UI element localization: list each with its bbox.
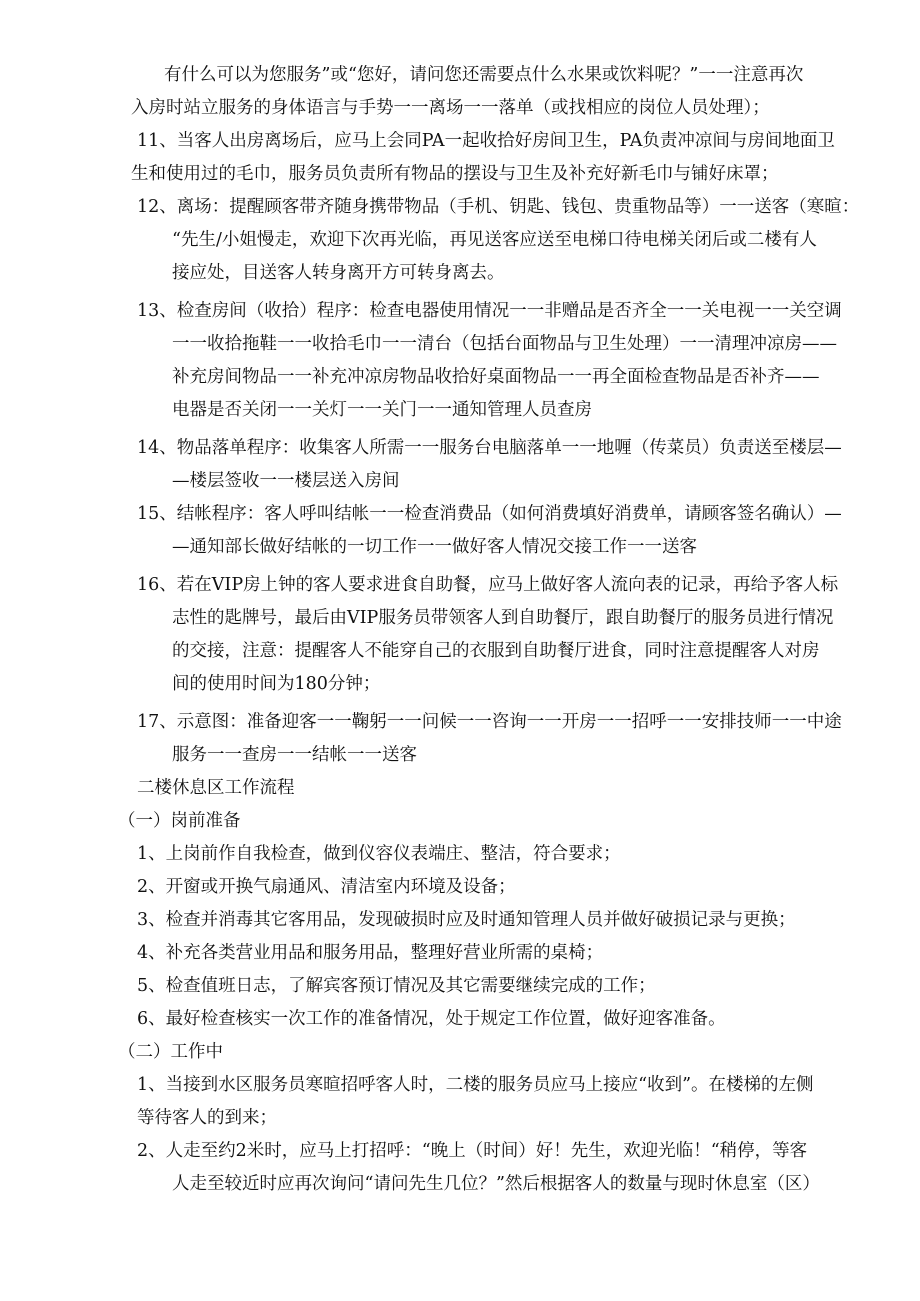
text-line: 13、检查房间（收拾）程序：检查电器使用情况一一非赠品是否齐全一一关电视一一关空调 (137, 301, 842, 321)
list-item: 5、检查值班日志，了解宾客预订情况及其它需要继续完成的工作； (137, 976, 656, 996)
text-line: 11、当客人出房离场后，应马上会同PA一起收拾好房间卫生，PA负责冲凉间与房间地面卫 (137, 131, 835, 151)
text-line: “先生/小姐慢走，欢迎下次再光临，再见送客应送至电梯口待电梯关闭后或二楼有人 (172, 230, 817, 250)
text-line: 服务一一查房一一结帐一一送客 (172, 745, 417, 765)
list-item: 1、当接到水区服务员寒暄招呼客人时，二楼的服务员应马上接应“收到”。在楼梯的左侧 (137, 1075, 814, 1095)
list-item: 3、检查并消毒其它客用品，发现破损时应及时通知管理人员并做好破损记录与更换； (137, 910, 796, 930)
subsection-heading: （二）工作中 (118, 1042, 223, 1062)
text-line: —通知部长做好结帐的一切工作一一做好客人情况交接工作一一送客 (172, 537, 697, 557)
text-line: —楼层签收一一楼层送入房间 (172, 471, 400, 491)
text-line: 入房时站立服务的身体语言与手势一一离场一一落单（或找相应的岗位人员处理）； (131, 98, 770, 118)
text-line: 补充房间物品一一补充冲凉房物品收拾好桌面物品一一再全面检查物品是否补齐—— (172, 367, 820, 387)
text-line: 间的使用时间为180分钟； (172, 674, 381, 694)
text-line: 电器是否关闭一一关灯一一关门一一通知管理人员查房 (172, 400, 592, 420)
subsection-heading: （一）岗前准备 (118, 811, 241, 831)
text-line: 14、物品落单程序：收集客人所需一一服务台电脑落单一一地喱（传菜员）负责送至楼层— (137, 438, 842, 458)
text-line: 人走至较近时应再次询问“请问先生几位？”然后根据客人的数量与现时休息室（区） (172, 1174, 820, 1194)
text-line: 接应处，目送客人转身离开方可转身离去。 (172, 263, 505, 283)
list-item: 6、最好检查核实一次工作的准备情况，处于规定工作位置，做好迎客准备。 (137, 1009, 726, 1029)
text-line: 志性的匙牌号，最后由VIP服务员带领客人到自助餐厅，跟自助餐厅的服务员进行情况 (172, 608, 834, 628)
text-line: 16、若在VIP房上钟的客人要求进食自助餐，应马上做好客人流向表的记录，再给予客人标 (137, 575, 839, 595)
text-line: 生和使用过的毛巾，服务员负责所有物品的摆设与卫生及补充好新毛巾与铺好床罩； (131, 164, 779, 184)
text-line: 17、示意图：准备迎客一一鞠躬一一问候一一咨询一一开房一一招呼一一安排技师一一中途 (137, 712, 842, 732)
text-line: 等待客人的到来； (137, 1108, 277, 1128)
list-item: 4、补充各类营业用品和服务用品，整理好营业所需的桌椅； (137, 943, 604, 963)
text-line: 有什么可以为您服务”或“您好，请问您还需要点什么水果或饮料呢？”一一注意再次 (164, 65, 804, 85)
text-line: 一一收拾拖鞋一一收拾毛巾一一清台（包括台面物品与卫生处理）一一清理冲凉房—— (172, 334, 837, 354)
text-line: 12、离场：提醒顾客带齐随身携带物品（手机、钥匙、钱包、贵重物品等）一一送客（寒暄： (137, 197, 860, 217)
text-line: 的交接，注意：提醒客人不能穿自己的衣服到自助餐厅进食，同时注意提醒客人对房 (172, 641, 820, 661)
list-item: 2、人走至约2米时，应马上打招呼：“晚上（时间）好！先生，欢迎光临！“稍停，等客 (137, 1141, 808, 1161)
text-line: 15、结帐程序：客人呼叫结帐一一检查消费品（如何消费填好消费单，请顾客签名确认）— (137, 504, 842, 524)
section-heading: 二楼休息区工作流程 (137, 778, 295, 798)
list-item: 1、上岗前作自我检查，做到仪容仪表端庄、整洁，符合要求； (137, 844, 621, 864)
list-item: 2、开窗或开换气扇通风、清洁室内环境及设备； (137, 877, 516, 897)
